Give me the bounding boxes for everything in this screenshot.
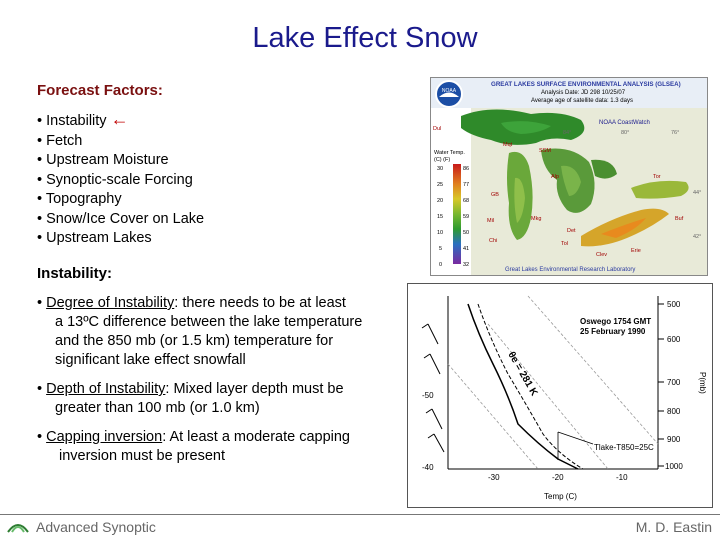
p-700: 700 [667, 378, 681, 387]
x-tick-30: -30 [488, 473, 500, 482]
p-900: 900 [667, 435, 681, 444]
coastwatch-label: NOAA CoastWatch [599, 120, 650, 126]
lat-44: 44° [693, 190, 702, 196]
factor-topography: • Topography [37, 191, 122, 207]
factor-upstream-lakes: • Upstream Lakes [37, 230, 152, 246]
city-gb: GB [491, 192, 499, 198]
capping-inversion-bullet: • Capping inversion: At least a moderate capping inversion must be present [37, 429, 351, 464]
depth-of-instability-term: Depth of Instability [46, 381, 166, 397]
city-clev: Clev [596, 252, 608, 258]
city-alp: Alp [551, 174, 559, 180]
leaf-logo-icon [6, 518, 30, 534]
t-left-40: -40 [422, 463, 434, 472]
legend-c-25: 25 [437, 182, 444, 188]
legend-f-77: 77 [463, 182, 470, 188]
x-tick-10: -10 [616, 473, 628, 482]
city-mqt: Mqt [503, 142, 513, 148]
factor-upstream-moisture: • Upstream Moisture [37, 152, 169, 168]
legend-f-86: 86 [463, 166, 470, 172]
legend-units: (C) (F) [434, 157, 451, 163]
factor-instability: • Instability ← [37, 109, 129, 129]
lat-42: 42° [693, 234, 702, 240]
lon-76: 76° [671, 130, 680, 136]
map-header-age: Average age of satellite data: 1.3 days [531, 98, 633, 104]
city-ssm: SSM [539, 148, 551, 154]
legend-f-59: 59 [463, 214, 470, 220]
footer-divider [0, 514, 720, 515]
depth-of-instability-bullet: • Depth of Instability: Mixed layer depth must be greater than 100 mb (or 1.0 km) [37, 381, 344, 416]
slide-title: Lake Effect Snow [252, 22, 478, 54]
forecast-factors-list [37, 110, 204, 249]
city-erie: Erie [631, 248, 641, 254]
capping-inversion-term: Capping inversion [46, 429, 163, 445]
p-800: 800 [667, 407, 681, 416]
footer-course: Advanced Synoptic [36, 519, 156, 535]
station-label: Oswego 1754 GMT [580, 317, 652, 326]
legend-c-30: 30 [437, 166, 444, 172]
city-tol: Tol [561, 241, 569, 247]
x-axis-title: Temp (C) [544, 492, 577, 501]
lon-80: 80° [621, 130, 630, 136]
diff-label: Tlake-T850=25C [594, 443, 654, 452]
factor-snow-ice-cover: • Snow/Ice Cover on Lake [37, 210, 205, 227]
map-footer: Great Lakes Environmental Research Laboratory [505, 267, 636, 273]
legend-f-68: 68 [463, 198, 470, 204]
map-header-date: Analysis Date: JD 298 10/25/07 [541, 90, 626, 96]
legend-c-15: 15 [437, 214, 444, 220]
city-mil: Mil [487, 218, 495, 224]
legend-f-50: 50 [463, 230, 470, 236]
left-arrow-icon: ← [110, 109, 129, 129]
legend-f-41: 41 [463, 246, 470, 252]
degree-of-instability-term: Degree of Instability [46, 295, 175, 311]
map-header-title: GREAT LAKES SURFACE ENVIRONMENTAL ANALYSIS (GLSEA) [491, 81, 681, 88]
p-600: 600 [667, 335, 681, 344]
city-chi: Chi [489, 238, 498, 244]
degree-of-instability-bullet: • Degree of Instability: there needs to be at least a 13ºC difference between the lake temperature and the 850 mb (or 1.5 km) temperature for significant lake effect snowfall [37, 295, 363, 368]
lon-84: 84° [563, 130, 572, 136]
y-axis-title: P(mb) [698, 372, 707, 394]
city-dul: Dul [433, 126, 442, 132]
footer-author: M. D. Eastin [635, 519, 712, 535]
p-500: 500 [667, 300, 681, 309]
p-1000: 1000 [665, 462, 683, 471]
oswego-sounding [407, 283, 713, 508]
legend-c-5: 5 [439, 246, 443, 252]
forecast-factors-heading: Forecast Factors: [37, 82, 163, 99]
factor-fetch: • Fetch [37, 132, 83, 149]
t-left-50: -50 [422, 391, 434, 400]
instability-heading: Instability: [37, 265, 113, 282]
legend-c-20: 20 [437, 198, 444, 204]
legend-c-10: 10 [437, 230, 444, 236]
legend-c-0: 0 [439, 262, 443, 268]
legend-title: Water Temp. [434, 150, 465, 156]
legend-f-32: 32 [463, 262, 470, 268]
city-det: Det [567, 228, 576, 234]
noaa-text: NOAA [441, 88, 457, 94]
factor-synoptic-forcing: • Synoptic-scale Forcing [37, 171, 193, 188]
city-mkg: Mkg [531, 216, 542, 222]
x-tick-20: -20 [552, 473, 564, 482]
glsea-map [430, 77, 708, 276]
date-label: 25 February 1990 [580, 327, 646, 336]
city-buf: Buf [675, 216, 684, 222]
theta-label: θe = 281 K [505, 350, 540, 398]
city-tor: Tor [653, 174, 661, 180]
